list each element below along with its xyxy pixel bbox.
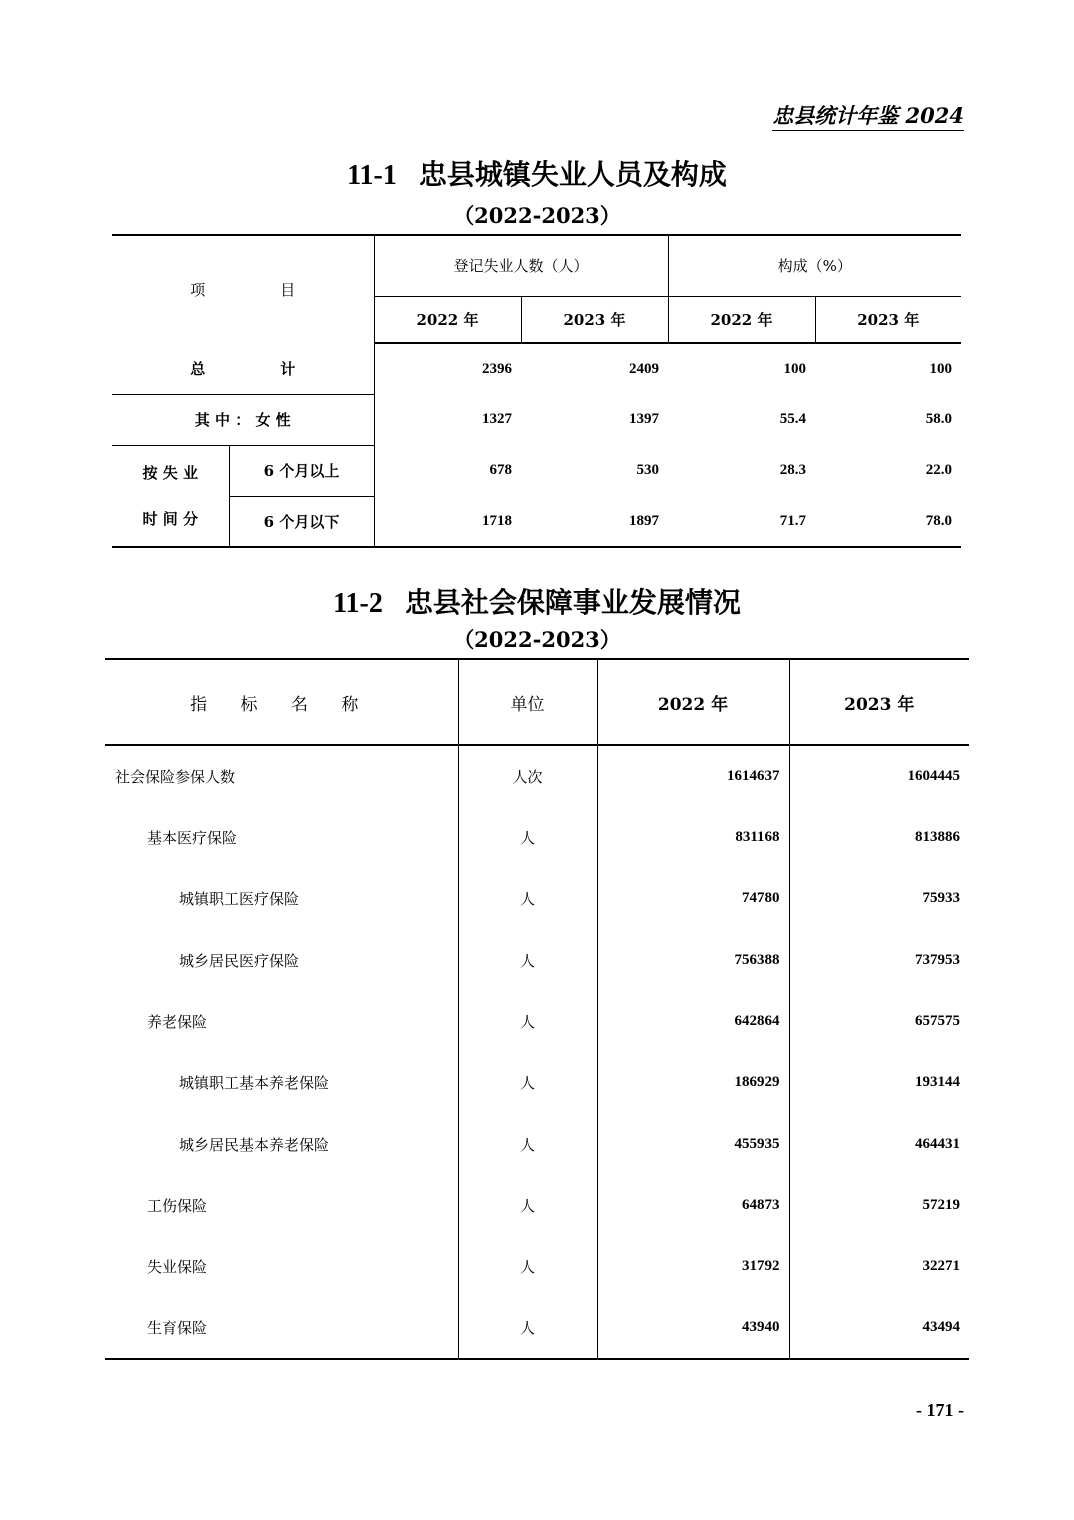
value-2022: 186929	[597, 1052, 789, 1113]
table-row	[105, 1113, 969, 1174]
table1-number: 11-1	[347, 160, 397, 191]
indicator-name: 城镇职工医疗保险	[105, 868, 458, 929]
row-label-over-6-months: 6 个月以上	[229, 445, 374, 496]
indicator-name: 城镇职工基本养老保险	[105, 1052, 458, 1113]
year-col-header: 2022 年	[374, 296, 521, 343]
table-cell: 28.3	[779, 462, 806, 478]
table-cell: 1327	[482, 411, 512, 427]
table2-number: 11-2	[333, 588, 383, 619]
value-2023: 75933	[922, 890, 960, 907]
value-2023: 657575	[915, 1013, 960, 1030]
value-2022: 756388	[597, 930, 789, 991]
table-row	[105, 745, 969, 807]
year-col-header: 2023 年	[815, 296, 961, 343]
table2-title	[0, 586, 1074, 621]
table-cell: 100	[929, 360, 952, 377]
table1-title-text: 忠县城镇失业人员及构成	[418, 158, 727, 191]
col-header-unit: 单位	[458, 659, 597, 745]
value-2023: 32271	[922, 1258, 960, 1275]
value-2023: 464431	[915, 1135, 960, 1152]
table-cell: 2409	[629, 360, 659, 377]
indicator-name: 工伤保险	[105, 1175, 458, 1236]
table-row	[105, 1236, 969, 1297]
value-2023: 813886	[915, 829, 960, 846]
yearbook-header: 忠县统计年鉴 2024	[772, 103, 964, 131]
table-cell: 530	[636, 462, 659, 478]
value-2023: 57219	[922, 1196, 960, 1213]
table-row	[105, 868, 969, 929]
table-row	[105, 807, 969, 868]
table1-years: （2022-2023）	[453, 203, 621, 228]
table-row	[105, 1052, 969, 1113]
col-header-item: 项 目	[112, 235, 374, 343]
unit-cell: 人	[458, 1052, 597, 1113]
row-label-female: 其 中 ： 女 性	[112, 394, 374, 445]
unit-cell: 人	[458, 1297, 597, 1358]
col-header-percent: 构成（%）	[668, 235, 961, 296]
row-group-label	[112, 445, 229, 547]
indicator-name: 社会保险参保人数	[105, 745, 458, 807]
unit-cell: 人	[458, 1236, 597, 1297]
unit-cell: 人	[458, 1175, 597, 1236]
col-header-count: 登记失业人数（人）	[374, 235, 668, 296]
indicator-name: 养老保险	[105, 991, 458, 1052]
table-cell: 2396	[482, 360, 512, 377]
value-2023: 43494	[922, 1319, 960, 1336]
col-header-2023: 2023 年	[789, 659, 969, 745]
unit-cell: 人	[458, 991, 597, 1052]
table-cell: 1897	[629, 512, 659, 529]
table2-body	[105, 745, 969, 1359]
table1-title	[0, 158, 1074, 193]
unit-cell: 人次	[458, 745, 597, 807]
indicator-name: 生育保险	[105, 1297, 458, 1358]
value-2022: 43940	[597, 1297, 789, 1358]
value-2022: 455935	[597, 1113, 789, 1174]
value-2022: 64873	[597, 1175, 789, 1236]
row-label-under-6-months: 6 个月以下	[229, 496, 374, 547]
value-2022: 31792	[597, 1236, 789, 1297]
table-cell: 71.7	[779, 512, 806, 529]
year-col-header: 2022 年	[668, 296, 815, 343]
table-cell: 678	[489, 462, 512, 478]
col-header-2022: 2022 年	[597, 659, 789, 745]
value-2022: 74780	[597, 868, 789, 929]
social-security-table	[105, 658, 969, 1360]
indicator-name: 城乡居民医疗保险	[105, 930, 458, 991]
table-cell: 100	[783, 360, 806, 377]
table2-years: （2022-2023）	[453, 627, 621, 652]
year-col-header: 2023 年	[521, 296, 668, 343]
table-row	[105, 1297, 969, 1358]
table2-title-text: 忠县社会保障事业发展情况	[404, 586, 741, 619]
table-cell: 58.0	[925, 411, 952, 427]
table-cell: 78.0	[925, 512, 952, 529]
value-2023: 193144	[915, 1074, 960, 1091]
value-2022: 831168	[597, 807, 789, 868]
table-cell: 1397	[629, 411, 659, 427]
indicator-name: 失业保险	[105, 1236, 458, 1297]
table-row	[105, 1175, 969, 1236]
unemployment-table	[112, 234, 961, 548]
unit-cell: 人	[458, 868, 597, 929]
row-label-total: 总 计	[112, 343, 374, 394]
unit-cell: 人	[458, 807, 597, 868]
value-2022: 642864	[597, 991, 789, 1052]
table-row	[105, 991, 969, 1052]
value-2023: 737953	[915, 951, 960, 968]
unit-cell: 人	[458, 930, 597, 991]
row-group-label-line2: 时 间 分	[142, 509, 198, 528]
unit-cell: 人	[458, 1113, 597, 1174]
indicator-name: 城乡居民基本养老保险	[105, 1113, 458, 1174]
page-number: - 171 -	[916, 1400, 964, 1420]
table-cell: 55.4	[779, 411, 806, 427]
col-header-name: 指 标 名 称	[105, 659, 458, 745]
value-2023: 1604445	[907, 768, 960, 784]
table-row	[105, 930, 969, 991]
row-group-label-line1: 按 失 业	[142, 463, 198, 482]
table-cell: 22.0	[925, 462, 952, 478]
value-2022: 1614637	[597, 745, 789, 807]
indicator-name: 基本医疗保险	[105, 807, 458, 868]
table-cell: 1718	[482, 512, 512, 529]
